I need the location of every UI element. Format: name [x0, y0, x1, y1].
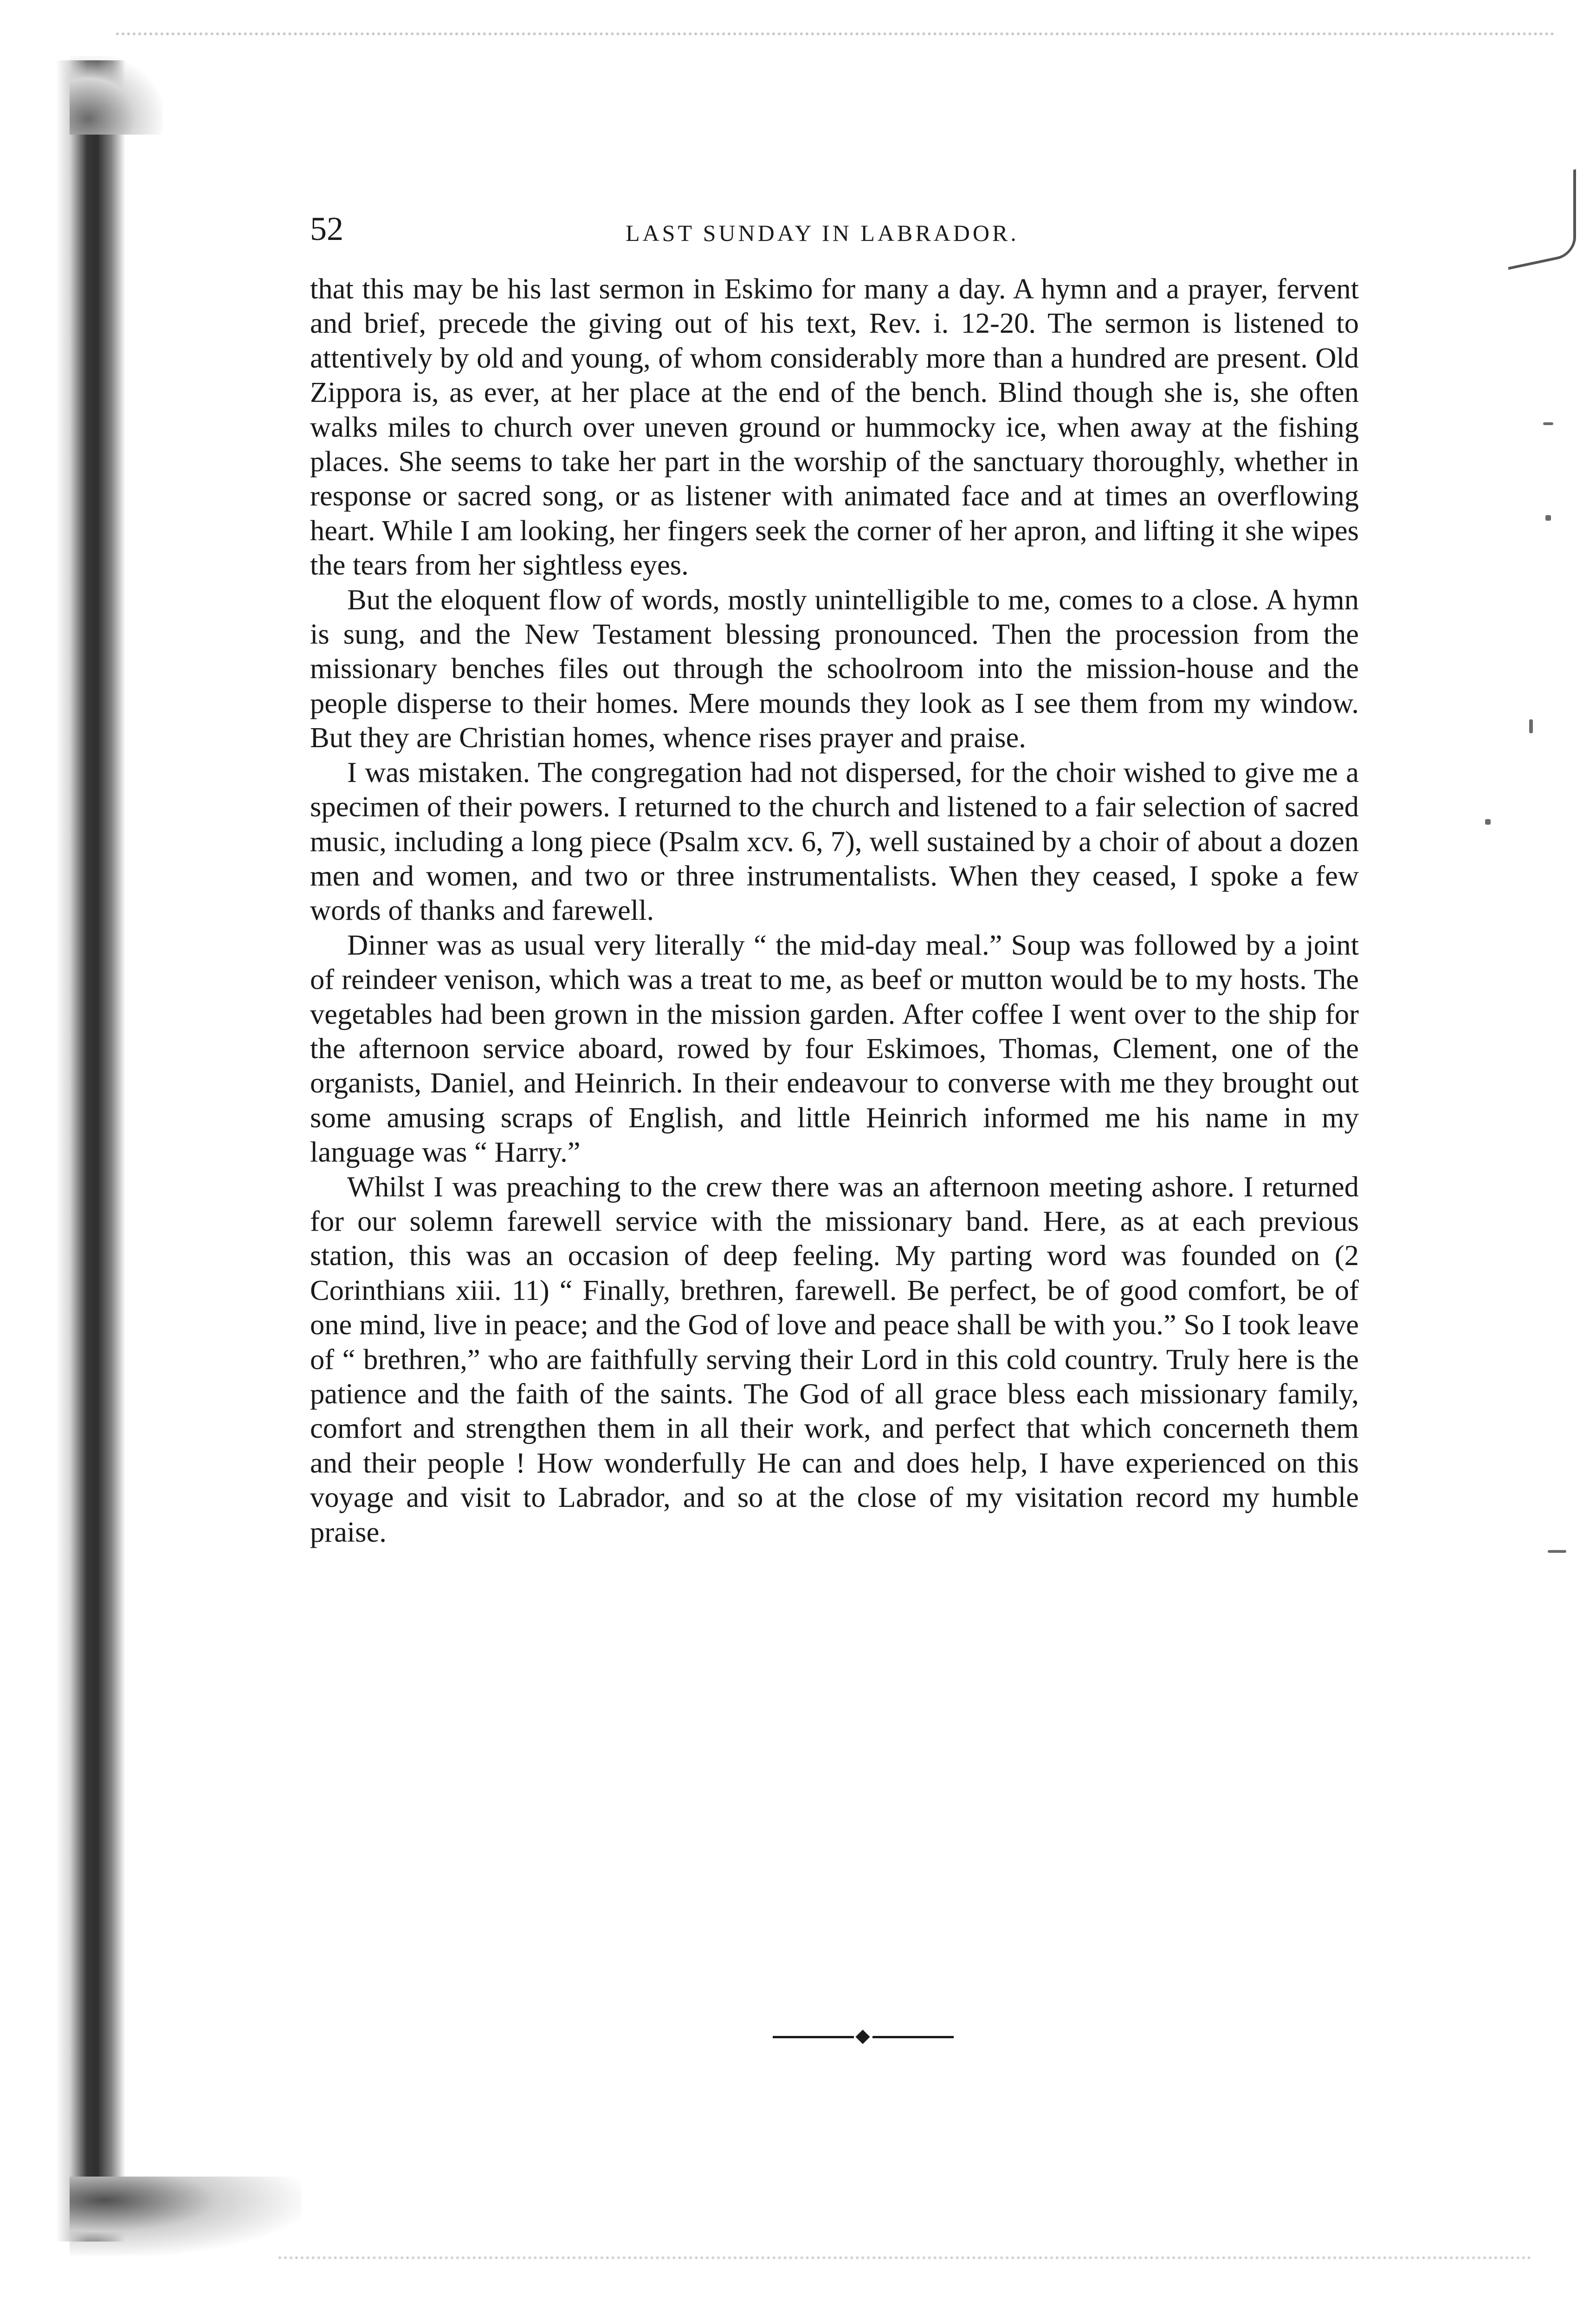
ornament-rule-left: [773, 2036, 854, 2038]
paragraph: Whilst I was preaching to the crew there was an afternoon meeting ashore. I returned for our solemn farewell service with the missionary band. Here, as at each previous station, this was an occasion of deep feeling. My parting word was founded on (2 Corinthians xiii. 11) “ Finally, brethren, farewell. Be perfect, be of good comfort, be of one mind, live in peace; and the God of love and peace shall be with you.” So I took leave of “ brethren,” who are faithfully serving their Lord in this cold country. Truly here is the patience and the faith of the saints. The God of all grace bless each missionary family, comfort and strengthen them in all their work, and perfect that which concerneth them and their people ! How wonderfully He can and does help, I have experienced on this voyage and visit to Labrador, and so at the close of my visitation record my humble praise.: [310, 1170, 1359, 1548]
page-edge-top: [116, 32, 1555, 35]
margin-speck: [1548, 1550, 1566, 1553]
book-binding-shadow: [56, 60, 125, 2242]
margin-pencil-mark: [1508, 169, 1576, 270]
page-header: [310, 208, 1359, 250]
page-number: 52: [310, 210, 343, 247]
binding-shadow-top: [70, 56, 162, 135]
margin-speck: [1485, 819, 1491, 825]
running-head: LAST SUNDAY IN LABRADOR.: [626, 220, 1019, 246]
margin-speck: [1529, 719, 1533, 733]
paragraph: But the eloquent flow of words, mostly unintelligible to me, comes to a close. A hymn is sung, and the New Testament blessing pronounced. Then the procession from the missionary benches files out through the schoolroom into the mission-house and the people disperse to their homes. Mere mounds they look as I see them from my window. But they are Christian homes, whence rises prayer and praise.: [310, 583, 1359, 754]
margin-speck: [1545, 515, 1551, 521]
ornament-rule-right: [872, 2036, 954, 2038]
paragraph: Dinner was as usual very literally “ the mid-day meal.” Soup was followed by a joint of reindeer venison, which was a treat to me, as beef or mutton would be to my hosts. The vegetables had been grown in the mission garden. After coffee I went over to the ship for the afternoon service aboard, rowed by four Eskimoes, Thomas, Clement, one of the organists, Daniel, and Heinrich. In their endeavour to converse with me they brought out some amusing scraps of English, and little Heinrich informed me his name in my language was “ Harry.”: [310, 928, 1359, 1169]
body-text: [310, 271, 1359, 1549]
ornament-diamond-icon: [855, 2029, 870, 2044]
paragraph: I was mistaken. The congregation had not dispersed, for the choir wished to give me a specimen of their powers. I returned to the church and listened to a fair selection of sacred music, including a long piece (Psalm xcv. 6, 7), well sustained by a choir of about a dozen men and women, and two or three instrumentalists. When they ceased, I spoke a few words of thanks and farewell.: [310, 756, 1359, 927]
paragraph: that this may be his last sermon in Eskimo for many a day. A hymn and a prayer, fervent and brief, precede the giving out of his text, Rev. i. 12-20. The sermon is listened to attentively by old and young, of whom considerably more than a hundred are present. Old Zippora is, as ever, at her place at the end of the bench. Blind though she is, she often walks miles to church over uneven ground or hummocky ice, when away at the fishing places. She seems to take her part in the worship of the sanctuary thoroughly, whether in response or sacred song, or as listener with animated face and at times an overflowing heart. While I am looking, her fingers seek the corner of her apron, and lifting it she wipes the tears from her sightless eyes.: [310, 272, 1359, 581]
end-ornament: [773, 2028, 954, 2047]
margin-speck: [1543, 422, 1553, 425]
page-edge-bottom: [278, 2256, 1531, 2259]
binding-shadow-bottom: [70, 2177, 302, 2255]
